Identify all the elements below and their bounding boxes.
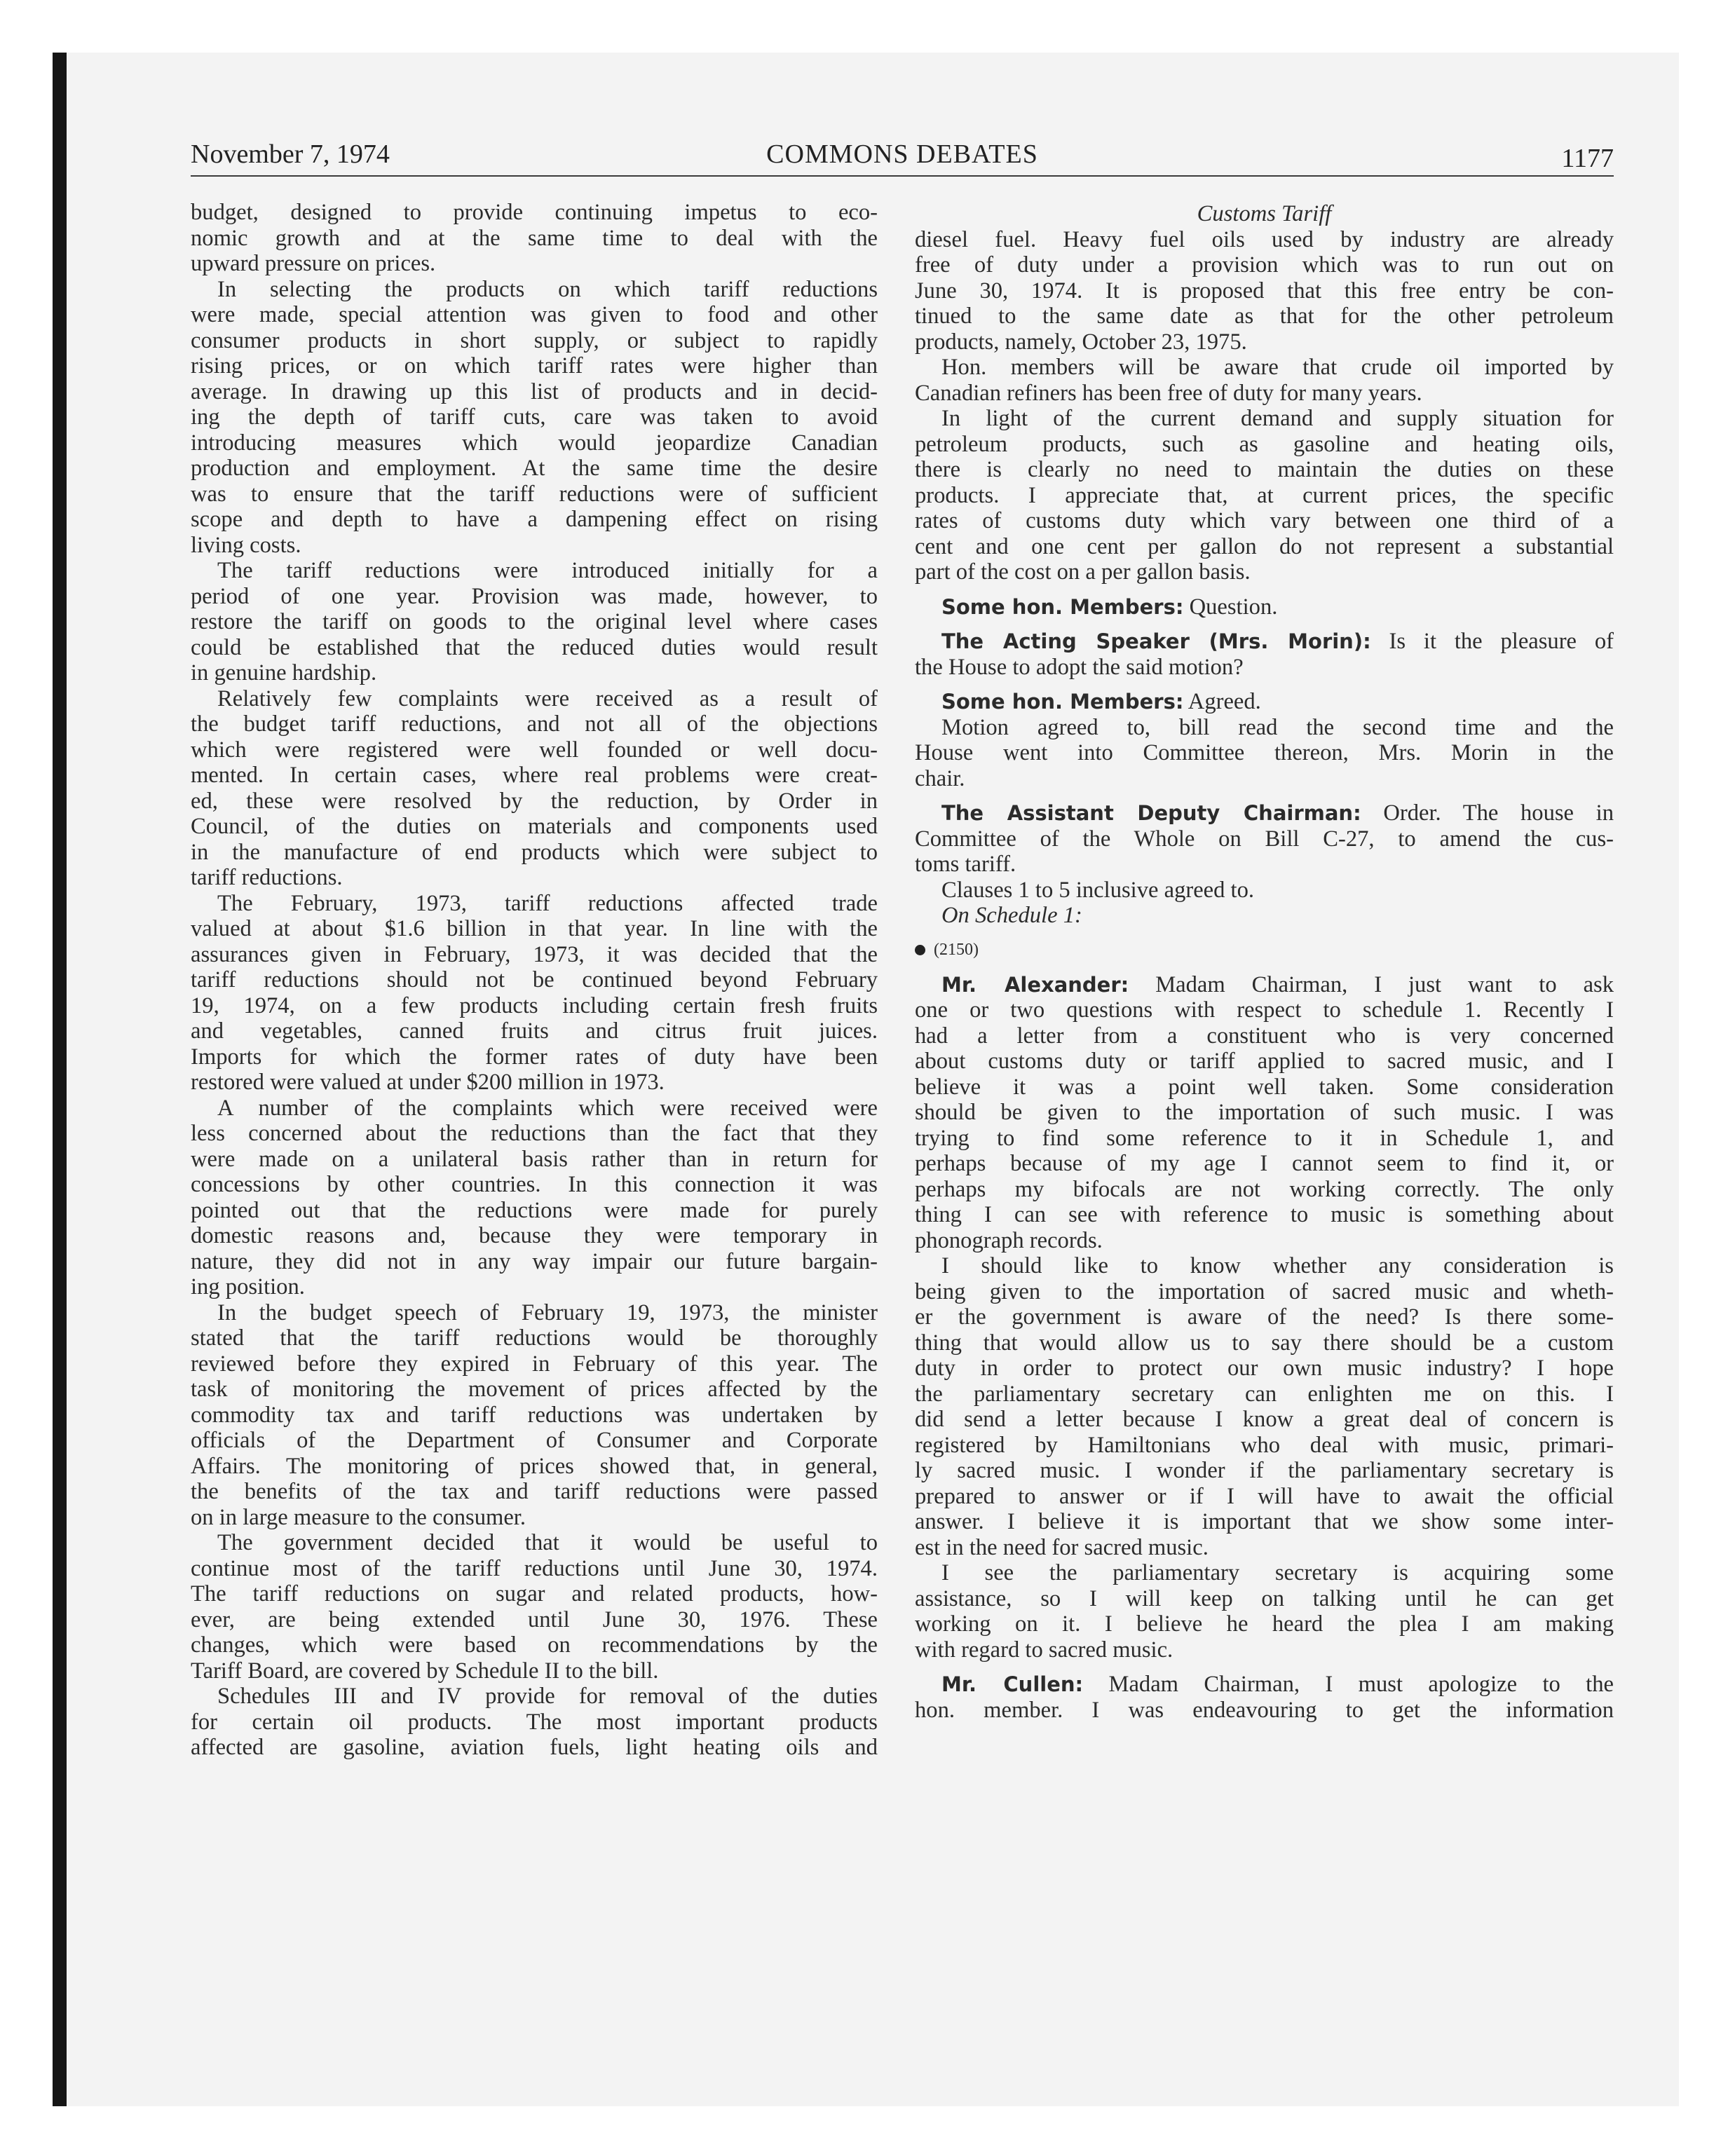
text-line [915,1304,1614,1330]
bullet-icon [915,945,925,955]
text-line [915,278,1614,304]
line-text: affected are gasoline, aviation fuels, light heating oils and [191,1735,878,1760]
text-line [191,942,878,968]
text-line [191,1223,878,1249]
line-text: answer. I believe it is important that we show some inter- [915,1509,1614,1534]
text-line [915,1381,1614,1407]
time-marker [915,938,1614,963]
running-head: Customs Tariff [1197,201,1332,226]
line-text: products. I appreciate that, at current prices, the specific [915,482,1614,508]
paragraph-gap [915,620,1614,629]
text-line [915,1023,1614,1049]
line-text: domestic reasons and, because they were temporary in [191,1223,878,1248]
line-text: ly sacred music. I wonder if the parliamentary secretary is [915,1458,1614,1483]
line-text: The February, 1973, tariff reductions affected trade [217,890,878,916]
line-text: ing position. [191,1274,305,1299]
line-text: assurances given in February, 1973, it was decided that the [191,941,878,967]
line-text: perhaps because of my age I cannot seem to find it, or [915,1151,1614,1176]
text-line [191,1632,878,1658]
text-line [191,1556,878,1582]
text-line [191,711,878,737]
text-line [915,1407,1614,1433]
line-text: officials of the Department of Consumer and Corporate [191,1428,878,1453]
text-line [915,1672,1614,1698]
line-text: petroleum products, such as gasoline and heating oils, [915,431,1614,457]
line-text: task of monitoring the movement of prices affected by the [191,1377,878,1402]
line-text: chair. [915,765,965,791]
text-line [915,689,1614,715]
line-text: I should like to know whether any consideration is [941,1253,1614,1278]
line-text: restored were valued at under $200 million in 1973. [191,1070,665,1095]
paragraph-gap [915,791,1614,800]
text-line [191,1658,878,1684]
text-line [191,328,878,354]
text-line [191,660,878,686]
line-text: phonograph records. [915,1227,1103,1253]
text-line [915,1356,1614,1381]
text-line [915,800,1614,826]
line-text: free of duty under a provision which was to run out on [915,252,1614,278]
text-line [191,1684,878,1710]
line-text: average. In drawing up this list of products and in decid- [191,378,878,404]
line-text: in the manufacture of end products which were subject to [191,839,878,865]
line-text: Is it the pleasure of [1370,629,1614,654]
text-line [191,277,878,303]
line-text: Hon. members will be aware that crude oil imported by [941,355,1614,380]
time-text: (2150) [934,941,979,960]
text-line [915,1560,1614,1586]
line-text: thing that would allow us to say there should be a custom [915,1330,1614,1356]
line-text: about customs duty or tariff applied to sacred music, and I [915,1049,1614,1074]
paragraph-gap [915,585,1614,594]
line-text: upward pressure on prices. [191,251,436,276]
line-text: had a letter from a constituent who is very concerned [915,1023,1614,1049]
line-text: House went into Committee thereon, Mrs. Morin in the [915,740,1614,765]
text-line [915,655,1614,681]
text-line [191,891,878,917]
line-text: valued at about $1.6 billion in that year. In line with the [191,916,878,941]
line-text: In light of the current demand and supply situation for [941,406,1614,431]
line-text: in genuine hardship. [191,660,377,685]
line-text: cent and one cent per gallon do not represent a substantial [915,533,1614,559]
text-line [191,1454,878,1480]
text-line [915,903,1614,929]
line-text: Canadian refiners has been free of duty for many years. [915,380,1422,406]
text-line [191,456,878,482]
text-line [191,507,878,533]
text-line [915,355,1614,381]
line-text: ing the depth of tariff cuts, care was taken to avoid [191,404,878,430]
text-line [915,972,1614,998]
text-line [191,379,878,405]
text-line [915,1698,1614,1724]
line-text: one or two questions with respect to schedule 1. Recently I [915,997,1614,1023]
line-text: nature, they did not in any way impair our future bargain- [191,1248,878,1274]
line-text: Affairs. The monitoring of prices showed that, in general, [191,1453,878,1479]
line-text: rising prices, or on which tariff rates were higher than [191,353,878,378]
line-text: were made, special attention was given to food and other [191,302,878,327]
line-text: rates of customs duty which vary between one third of a [915,508,1614,533]
line-text: The tariff reductions on sugar and related products, how- [191,1581,878,1606]
line-text: there is clearly no need to maintain the duties on these [915,457,1614,482]
text-line [915,629,1614,655]
text-line [191,1530,878,1556]
text-line [915,1151,1614,1177]
text-line [191,1121,878,1147]
line-text: part of the cost on a per gallon basis. [915,559,1251,585]
speaker-name: Mr. Cullen: [941,1672,1084,1696]
speaker-name: The Acting Speaker (Mrs. Morin): [941,629,1371,653]
line-text: Motion agreed to, bill read the second time and the [941,714,1614,740]
line-text: Imports for which the former rates of duty have been [191,1044,878,1070]
line-text: did send a letter because I know a great deal of concern is [915,1407,1614,1432]
paragraph-gap [915,929,1614,938]
line-text: and vegetables, canned fruits and citrus fruit juices. [191,1018,878,1044]
text-line [191,482,878,507]
line-text: toms tariff. [915,852,1016,877]
paragraph-gap [915,680,1614,689]
text-line [191,1581,878,1607]
line-text: duty in order to protect our own music industry? I hope [915,1356,1614,1381]
text-line [191,1325,878,1351]
line-text: stated that the tariff reductions would be thoroughly [191,1325,878,1351]
text-line [191,916,878,942]
line-text: Committee of the Whole on Bill C-27, to amend the cus- [915,826,1614,852]
text-line [191,814,878,840]
text-line [191,533,878,559]
line-text: Relatively few complaints were received as a result of [217,685,878,711]
text-line [191,1351,878,1377]
line-text: with regard to sacred music. [915,1637,1173,1663]
text-line [191,967,878,993]
line-text: The tariff reductions were introduced initially for a [217,558,878,583]
line-text: nomic growth and at the same time to deal with the [191,225,878,251]
text-line [915,1253,1614,1279]
text-line [915,826,1614,852]
text-line [915,534,1614,560]
line-text: Order. The house in [1361,800,1614,826]
text-line [915,227,1614,253]
text-line [191,1096,878,1121]
text-line [191,1607,878,1633]
text-line [191,302,878,328]
text-line [915,1177,1614,1203]
text-line [191,763,878,789]
line-text: est in the need for sacred music. [915,1534,1209,1560]
line-text: which were registered were well founded or well docu- [191,737,878,763]
text-line [915,1228,1614,1254]
text-line [915,1484,1614,1510]
text-line [191,1735,878,1761]
line-text: believe it was a point well taken. Some consideration [915,1074,1614,1100]
line-text: the parliamentary secretary can enlighten me on this. I [915,1381,1614,1407]
line-text: Madam Chairman, I must apologize to the [1083,1672,1614,1697]
left-column [191,200,878,1761]
text-line [191,404,878,430]
line-text: In the budget speech of February 19, 1973, the minister [217,1299,878,1325]
text-line [915,1637,1614,1663]
text-line [191,635,878,661]
text-line [915,1202,1614,1228]
text-line [191,1377,878,1403]
text-line [915,594,1614,620]
text-line [915,715,1614,741]
scan-edge-bar [53,53,67,2106]
text-line [915,1049,1614,1074]
text-line [915,1611,1614,1637]
line-text: On Schedule 1: [941,903,1082,928]
page-header [191,139,1614,177]
line-text: Question. [1183,594,1278,620]
text-line [191,1018,878,1044]
line-text: pointed out that the reductions were made for purely [191,1197,878,1223]
text-line [915,852,1614,878]
line-text: introducing measures which would jeopardize Canadian [191,430,878,456]
text-line [915,1458,1614,1484]
line-text: products, namely, October 23, 1975. [915,329,1247,355]
text-line [915,878,1614,903]
line-text: tinued to the same date as that for the other petroleum [915,303,1614,329]
speaker-name: The Assistant Deputy Chairman: [941,801,1361,825]
line-text: commodity tax and tariff reductions was undertaken by [191,1402,878,1428]
text-line [915,381,1614,407]
text-line [191,686,878,712]
line-text: scope and depth to have a dampening effect on rising [191,507,878,532]
line-text: being given to the importation of sacred music and wheth- [915,1278,1614,1304]
line-text: less concerned about the reductions than the fact that they [191,1121,878,1146]
text-line [915,1586,1614,1612]
line-text: tariff reductions should not be continued beyond February [191,967,878,992]
text-line [915,997,1614,1023]
text-line [191,1479,878,1505]
text-line [915,508,1614,534]
line-text: tariff reductions. [191,865,343,890]
text-line [191,1044,878,1070]
speaker-name: Some hon. Members: [941,690,1184,714]
line-text: diesel fuel. Heavy fuel oils used by industry are already [915,226,1614,252]
text-line [191,251,878,277]
text-line [915,559,1614,585]
text-line [915,483,1614,509]
text-line [191,1274,878,1300]
line-text: prepared to answer or if I will have to await the official [915,1483,1614,1509]
text-line [191,609,878,635]
text-line [191,226,878,252]
text-line [915,1535,1614,1561]
line-text: er the government is aware of the need? Is there some- [915,1304,1614,1330]
line-text: the House to adopt the said motion? [915,654,1244,680]
text-line [191,789,878,814]
text-line [191,584,878,610]
text-line [191,737,878,763]
speaker-name: Mr. Alexander: [941,972,1129,997]
line-text: ed, these were resolved by the reduction, by Order in [191,788,878,814]
text-line [191,1070,878,1096]
paragraph-gap [915,1663,1614,1672]
text-line [915,1509,1614,1535]
line-text: for certain oil products. The most important products [191,1709,878,1735]
line-text: continue most of the tariff reductions until June 30, 1974. [191,1555,878,1581]
text-line [191,353,878,379]
paragraph-gap [915,963,1614,972]
text-line [915,329,1614,355]
text-line [915,432,1614,458]
text-line [915,252,1614,278]
line-text: In selecting the products on which tariff reductions [217,276,878,302]
text-line [915,766,1614,792]
line-text: restore the tariff on goods to the original level where cases [191,609,878,634]
text-line [191,1710,878,1735]
text-line [191,1505,878,1531]
text-line [915,1074,1614,1100]
line-text: mented. In certain cases, where real problems were creat- [191,763,878,788]
line-text: budget, designed to provide continuing impetus to eco- [191,200,878,225]
line-text: perhaps my bifocals are not working correctly. The only [915,1176,1614,1202]
text-line [915,1126,1614,1152]
text-line [915,303,1614,329]
text-line [191,1172,878,1198]
line-text: on in large measure to the consumer. [191,1504,526,1530]
line-text: I see the parliamentary secretary is acquiring some [941,1560,1614,1585]
line-text: changes, which were based on recommendations by the [191,1632,878,1658]
line-text: period of one year. Provision was made, however, to [191,583,878,609]
line-text: concessions by other countries. In this connection it was [191,1172,878,1197]
line-text: production and employment. At the same time the desire [191,456,878,481]
text-line [191,200,878,226]
line-text: Tariff Board, are covered by Schedule II to the bill. [191,1658,659,1684]
header-title: COMMONS DEBATES [766,139,1038,169]
right-column [915,200,1614,1723]
text-line [191,865,878,891]
line-text: Schedules III and IV provide for removal of the duties [217,1684,878,1709]
header-date: November 7, 1974 [191,139,390,169]
text-line [915,457,1614,483]
text-line [915,1433,1614,1459]
line-text: trying to find some reference to it in Schedule 1, and [915,1125,1614,1151]
text-line [191,993,878,1019]
line-text: should be given to the importation of such music. I was [915,1100,1614,1125]
speaker-name: Some hon. Members: [941,594,1184,619]
page-number: 1177 [1561,144,1614,173]
line-text: Madam Chairman, I just want to ask [1129,971,1614,997]
text-line [191,840,878,866]
text-line [915,406,1614,432]
line-text: assistance, so I will keep on talking until he can get [915,1585,1614,1611]
line-text: the benefits of the tax and tariff reductions were passed [191,1479,878,1504]
line-text: could be established that the reduced duties would result [191,634,878,660]
line-text: hon. member. I was endeavouring to get the information [915,1697,1614,1723]
line-text: was to ensure that the tariff reductions were of sufficient [191,481,878,507]
text-line [191,558,878,584]
line-text: living costs. [191,532,301,558]
text-line [915,740,1614,766]
text-line [191,1403,878,1428]
text-line [915,1100,1614,1126]
text-line [191,1198,878,1224]
line-text: were made on a unilateral basis rather than in return for [191,1146,878,1172]
line-text: 19, 1974, on a few products including certain fresh fruits [191,992,878,1018]
text-line [915,1330,1614,1356]
line-text: June 30, 1974. It is proposed that this free entry be con- [915,278,1614,303]
line-text: Agreed. [1183,689,1261,714]
line-text: Council, of the duties on materials and components used [191,814,878,839]
line-text: thing I can see with reference to music is something about [915,1202,1614,1227]
line-text: ever, are being extended until June 30, 1976. These [191,1606,878,1632]
line-text: working on it. I believe he heard the plea I am making [915,1611,1614,1637]
text-line [191,1428,878,1454]
line-text: A number of the complaints which were received were [217,1095,878,1121]
line-text: the budget tariff reductions, and not all of the objections [191,711,878,737]
line-text: Clauses 1 to 5 inclusive agreed to. [941,877,1255,903]
line-text: consumer products in short supply, or subject to rapidly [191,327,878,353]
text-line [191,430,878,456]
text-line [191,1300,878,1326]
text-line [191,1147,878,1173]
text-line [915,1279,1614,1305]
line-text: registered by Hamiltonians who deal with music, primari- [915,1432,1614,1458]
line-text: reviewed before they expired in February of this year. The [191,1351,878,1377]
text-line [191,1249,878,1275]
line-text: The government decided that it would be useful to [217,1530,878,1555]
